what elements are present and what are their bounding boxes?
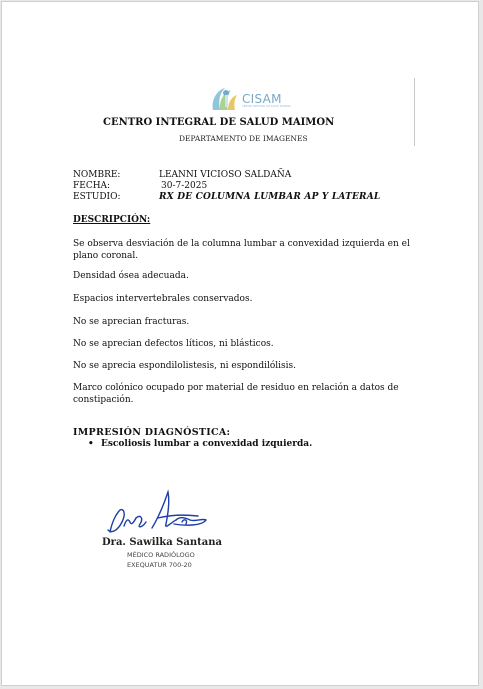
date-label: FECHA: [73,181,111,191]
impression-list [88,439,312,449]
impression-item: Escoliosis lumbar a convexidad izquierda. [101,439,313,449]
description-paragraph: Marco colónico ocupado por material de residuo en relación a datos de constipación. [73,383,399,405]
handwritten-signature [102,488,212,540]
organization-name: CENTRO INTEGRAL DE SALUD MAIMON [103,117,335,128]
name-value: LEANNI VICIOSO SALDAÑA [159,170,292,180]
description-paragraph: No se aprecian fracturas. [73,317,190,327]
signature-title: MÉDICO RADIÓLOGO [127,551,195,559]
impression-title: IMPRESIÓN DIAGNÓSTICA: [73,427,231,438]
signature-exequatur: EXEQUATUR 700-20 [127,561,192,569]
description-paragraph: No se aprecia espondilolistesis, ni espondilólisis. [73,361,297,371]
description-paragraph: Densidad ósea adecuada. [73,271,189,281]
date-value: 30-7-2025 [161,181,208,191]
logo-subtext: CENTRO INTEGRAL DE SALUD MAIMON [242,105,291,108]
logo-text: CISAM [242,92,282,106]
document-page [1,1,479,686]
cisam-emblem-icon [207,84,241,114]
signature-name: Dra. Sawilka Santana [102,537,222,548]
description-paragraph: No se aprecian defectos líticos, ni blásticos. [73,339,274,349]
department-name: DEPARTAMENTO DE IMAGENES [179,134,308,143]
margin-line [414,78,415,146]
study-value: RX DE COLUMNA LUMBAR AP Y LATERAL [159,192,381,202]
description-paragraph: Espacios intervertebrales conservados. [73,294,253,304]
cisam-logo [207,84,291,114]
study-label: ESTUDIO: [73,192,121,202]
bullet-icon: • [88,439,94,449]
description-title: DESCRIPCIÓN: [73,215,151,225]
name-label: NOMBRE: [73,170,121,180]
description-paragraph: Se observa desviación de la columna lumbar a convexidad izquierda en el plano coronal. [73,239,410,261]
